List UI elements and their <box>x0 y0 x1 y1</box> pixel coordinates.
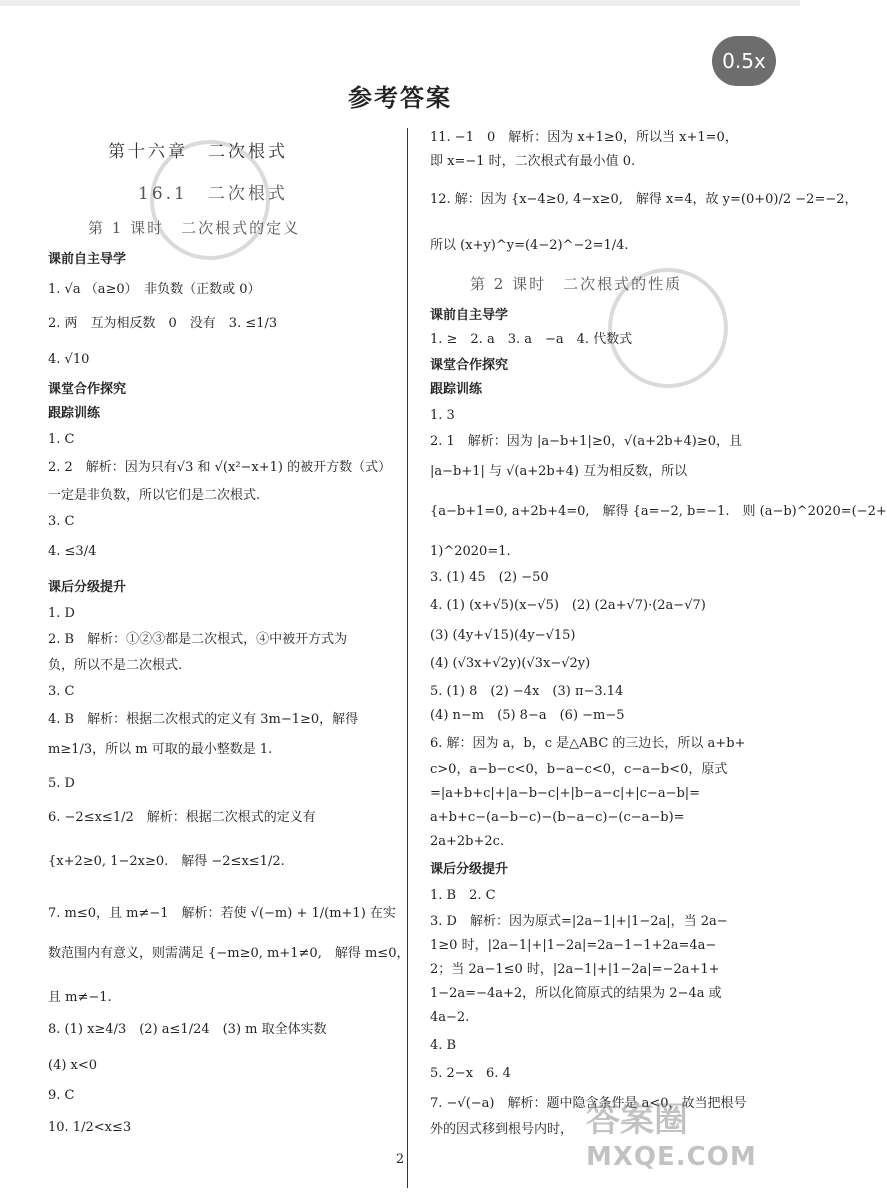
answer-heading: 跟踪训练 <box>430 382 483 397</box>
answer-line: 且 m≠−1. <box>48 990 112 1005</box>
answer-line: 1. B 2. C <box>430 888 496 903</box>
watermark-brand: 答案圈 <box>586 1100 688 1140</box>
answer-line: 外的因式移到根号内时， <box>430 1122 574 1137</box>
answer-line: 即 x=−1 时，二次根式有最小值 0. <box>430 154 636 169</box>
answer-line: 4a−2. <box>430 1010 470 1025</box>
answer-line: |a−b+1| 与 √(a+2b+4) 互为相反数，所以 <box>430 464 688 479</box>
section-heading: 16.1 二次根式 <box>138 184 288 204</box>
zoom-level-badge[interactable]: 0.5x <box>712 36 776 86</box>
answer-line: 1. ≥ 2. a 3. a −a 4. 代数式 <box>430 332 633 347</box>
answer-line: 4. B 解析：根据二次根式的定义有 3m−1≥0，解得 <box>48 712 359 727</box>
answer-line: 负，所以不是二次根式. <box>48 658 183 673</box>
answer-line: (4) x<0 <box>48 1058 98 1073</box>
answer-line: 8. (1) x≥4/3 (2) a≤1/24 (3) m 取全体实数 <box>48 1022 327 1037</box>
answer-line: 1. √a （a≥0） 非负数（正数或 0） <box>48 282 261 297</box>
page-title: 参考答案 <box>348 84 452 112</box>
answer-line: 10. 1/2<x≤3 <box>48 1120 132 1135</box>
answer-line: 3. C <box>48 684 75 699</box>
answer-line: 1. D <box>48 606 75 621</box>
answer-line: 7. m≤0，且 m≠−1 解析：若使 √(−m) + 1/(m+1) 在实 <box>48 906 396 921</box>
answer-line: 2；当 2a−1≤0 时，|2a−1|+|1−2a|=−2a+1+ <box>430 962 720 977</box>
answer-line: 1≥0 时，|2a−1|+|1−2a|=2a−1−1+2a=4a− <box>430 938 717 953</box>
answer-line: 3. C <box>48 514 75 529</box>
answer-heading: 课后分级提升 <box>430 862 509 877</box>
answer-heading: 课前自主导学 <box>430 308 509 323</box>
answer-line: 2. B 解析：①②③都是二次根式，④中被开方式为 <box>48 632 348 647</box>
answer-line: 4. B <box>430 1038 457 1053</box>
answer-line: 一定是非负数，所以它们是二次根式. <box>48 488 261 503</box>
answer-line: 2. 2 解析：因为只有√3 和 √(x²−x+1) 的被开方数（式） <box>48 460 392 475</box>
answer-line: 1. C <box>48 432 75 447</box>
answer-line: 7. −√(−a) 解析：题中隐含条件是 a<0，故当把根号 <box>430 1096 747 1111</box>
answer-line: {a−b+1=0, a+2b+4=0, 解得 {a=−2, b=−1. 则 (a−b)^2020=(−2+ <box>430 504 887 519</box>
answer-line: 2a+2b+2c. <box>430 834 505 849</box>
answer-line: (3) (4y+√15)(4y−√15) <box>430 628 576 643</box>
watermark-logo <box>586 1100 796 1180</box>
answer-line: 9. C <box>48 1088 75 1103</box>
answer-line: 6. 解：因为 a，b，c 是△ABC 的三边长，所以 a+b+ <box>430 736 746 751</box>
answer-line: 1−2a=−4a+2，所以化简原式的结果为 2−4a 或 <box>430 986 722 1001</box>
answer-line: 5. (1) 8 (2) −4x (3) π−3.14 <box>430 684 624 699</box>
answer-line: 6. −2≤x≤1/2 解析：根据二次根式的定义有 <box>48 810 316 825</box>
answer-line: 1)^2020=1. <box>430 544 511 559</box>
column-divider <box>407 128 408 1188</box>
page-number: 2 <box>395 1152 405 1167</box>
answer-line: (4) n−m (5) 8−a (6) −m−5 <box>430 708 625 723</box>
top-bar <box>0 0 800 6</box>
answer-line: 11. −1 0 解析：因为 x+1≥0，所以当 x+1=0， <box>430 130 738 145</box>
answer-line: (4) (√3x+√2y)(√3x−√2y) <box>430 656 591 671</box>
answer-line: 5. 2−x 6. 4 <box>430 1066 511 1081</box>
answer-line: =|a+b+c|+|a−b−c|+|b−a−c|+|c−a−b|= <box>430 786 701 801</box>
answer-line: {x+2≥0, 1−2x≥0. 解得 −2≤x≤1/2. <box>48 854 285 869</box>
answer-heading: 课堂合作探究 <box>48 382 127 397</box>
answer-line: 3. D 解析：因为原式=|2a−1|+|1−2a|，当 2a− <box>430 914 728 929</box>
chapter-heading: 第十六章 二次根式 <box>108 142 288 162</box>
watermark-site: MXQE.COM <box>586 1142 757 1172</box>
answer-line: 3. (1) 45 (2) −50 <box>430 570 549 585</box>
answer-heading: 课前自主导学 <box>48 252 127 267</box>
answer-heading: 跟踪训练 <box>48 406 101 421</box>
answer-line: m≥1/3，所以 m 可取的最小整数是 1. <box>48 742 273 757</box>
answer-line: 4. (1) (x+√5)(x−√5) (2) (2a+√7)·(2a−√7) <box>430 598 706 613</box>
lesson-heading: 第 2 课时 二次根式的性质 <box>470 275 683 293</box>
answer-line: a+b+c−(a−b−c)−(b−a−c)−(c−a−b)= <box>430 810 685 825</box>
answer-line: 2. 1 解析：因为 |a−b+1|≥0，√(a+2b+4)≥0，且 <box>430 434 742 449</box>
answer-line: 5. D <box>48 776 75 791</box>
answer-line: 1. 3 <box>430 408 455 423</box>
answer-heading: 课堂合作探究 <box>430 358 509 373</box>
answer-line: 数范围内有意义，则需满足 {−m≥0, m+1≠0, 解得 m≤0， <box>48 946 410 961</box>
answer-line: 2. 两 互为相反数 0 没有 3. ≤1/3 <box>48 316 278 331</box>
answer-line: c>0，a−b−c<0，b−a−c<0，c−a−b<0，原式 <box>430 762 728 777</box>
answer-heading: 课后分级提升 <box>48 580 127 595</box>
answer-line: 所以 (x+y)^y=(4−2)^−2=1/4. <box>430 238 629 253</box>
answer-line: 12. 解：因为 {x−4≥0, 4−x≥0, 解得 x=4，故 y=(0+0)/2 −2=−2， <box>430 192 858 207</box>
answer-line: 4. √10 <box>48 352 90 367</box>
lesson-heading: 第 1 课时 二次根式的定义 <box>88 219 301 237</box>
answer-line: 4. ≤3/4 <box>48 544 97 559</box>
